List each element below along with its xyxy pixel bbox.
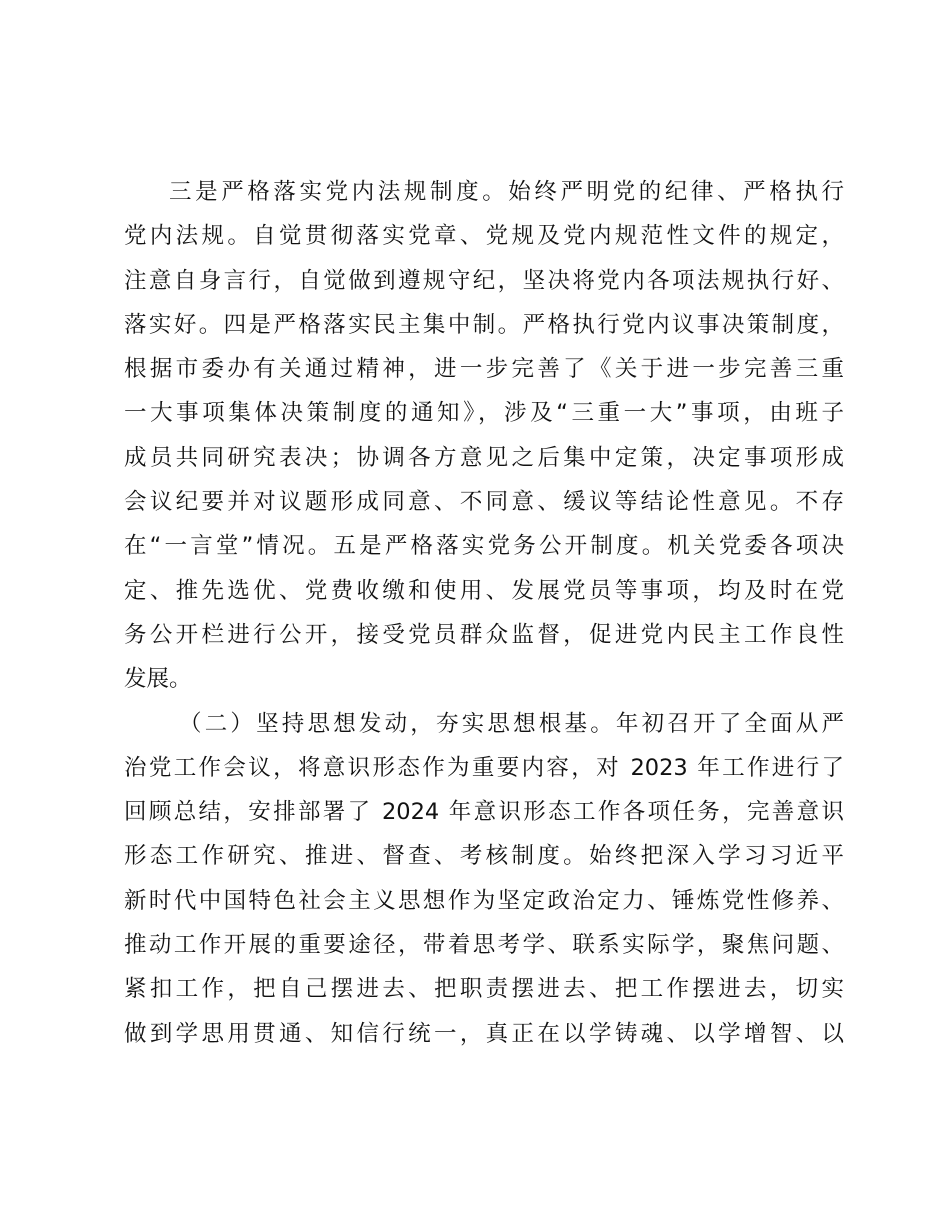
paragraph-1-line-5: 根据市委办有关通过精神，进一步完善了《关于进一步完善三重 [124,356,844,383]
paragraph-2-line-6: 推动工作开展的重要途径，带着思考学、联系实际学，聚焦问题、 [124,932,844,959]
paragraph-1-line-10: 定、推先选优、党费收缴和使用、发展党员等事项，均及时在党 [124,577,844,604]
paragraph-1-line-3: 注意自身言行，自觉做到遵规守纪，坚决将党内各项法规执行好、 [124,267,844,294]
paragraph-1-line-8: 会议纪要并对议题形成同意、不同意、缓议等结论性意见。不存 [124,489,844,516]
paragraph-2-line-8: 做到学思用贯通、知信行统一，真正在以学铸魂、以学增智、以 [124,1020,844,1047]
paragraph-2-line-1: （二）坚持思想发动，夯实思想根基。年初召开了全面从严 [179,710,844,737]
paragraph-1-line-7: 成员共同研究表决；协调各方意见之后集中定策，决定事项形成 [124,444,844,471]
paragraph-2-line-5: 新时代中国特色社会主义思想作为坚定政治定力、锤炼党性修养、 [124,887,844,914]
paragraph-1-line-4: 落实好。四是严格落实民主集中制。严格执行党内议事决策制度， [124,311,844,338]
paragraph-2-line-3: 回顾总结，安排部署了 2024 年意识形态工作各项任务，完善意识 [124,799,844,826]
paragraph-2-line-4: 形态工作研究、推进、督查、考核制度。始终把深入学习习近平 [124,843,844,870]
body-text [124,170,844,1056]
paragraph-2-line-7: 紧扣工作，把自己摆进去、把职责摆进去、把工作摆进去，切实 [124,976,844,1003]
paragraph-1-line-9: 在“一言堂”情况。五是严格落实党务公开制度。机关党委各项决 [124,533,844,560]
paragraph-1-line-2: 党内法规。自觉贯彻落实党章、党规及党内规范性文件的规定， [124,223,844,250]
paragraph-1-line-1: 三是严格落实党内法规制度。始终严明党的纪律、严格执行 [169,179,844,205]
paragraph-1-line-6: 一大事项集体决策制度的通知》，涉及“三重一大”事项，由班子 [124,400,844,427]
paragraph-1-line-11: 务公开栏进行公开，接受党员群众监督，促进党内民主工作良性 [124,621,844,648]
paragraph-2-line-2: 治党工作会议，将意识形态作为重要内容，对 2023 年工作进行了 [124,754,844,781]
paragraph-1-line-12: 发展。 [124,666,192,693]
